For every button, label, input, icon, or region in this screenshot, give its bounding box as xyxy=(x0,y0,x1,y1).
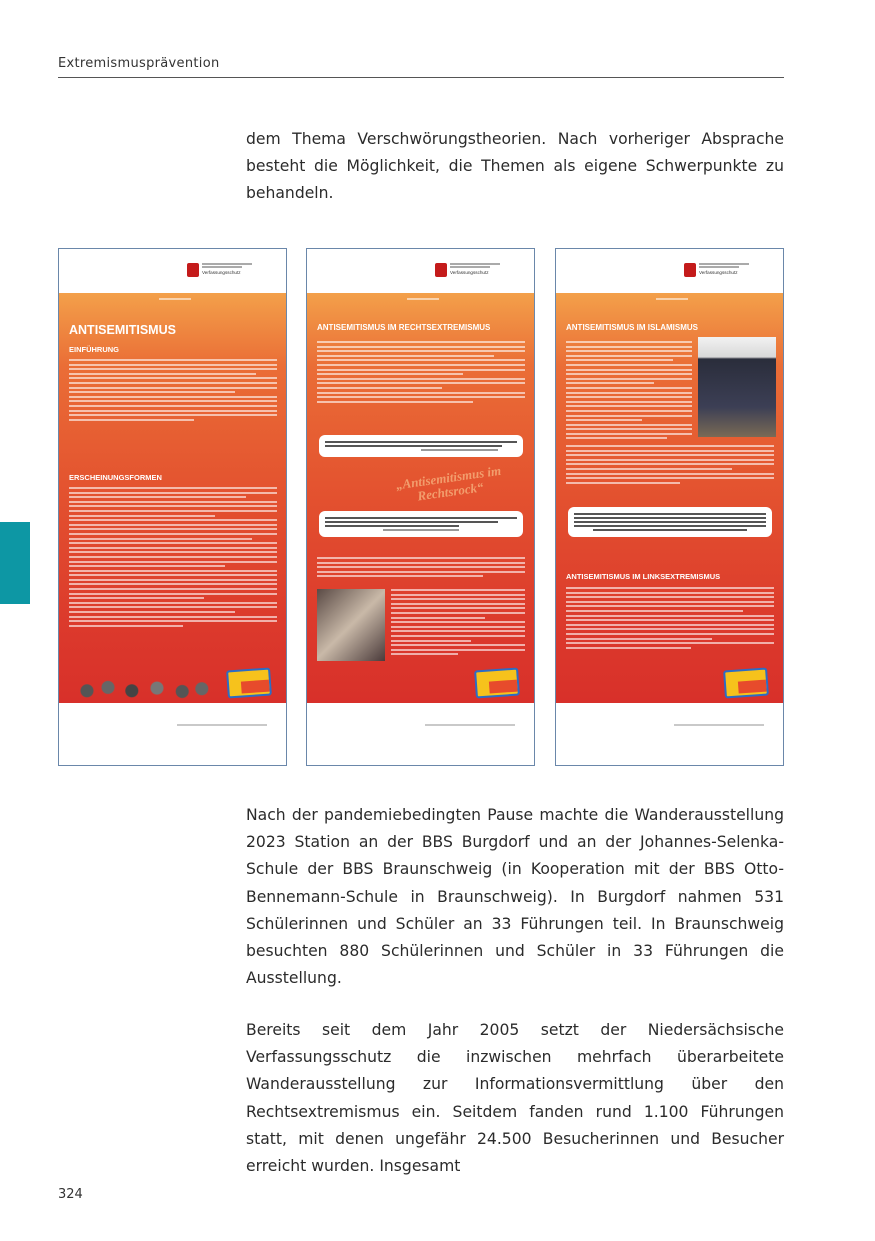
lower-saxony-crest-icon xyxy=(435,263,447,277)
poster-subtitle: ERSCHEINUNGSFORMEN xyxy=(69,473,162,482)
poster-footer xyxy=(556,703,783,766)
poster-antisemitismus-islamismus xyxy=(555,248,784,766)
running-header: Extremismusprävention xyxy=(58,56,784,78)
poster-subtitle: ANTISEMITISMUS IM LINKSEXTREMISMUS xyxy=(566,572,721,581)
poster-body-text xyxy=(391,589,525,658)
poster-body-text xyxy=(566,445,774,486)
poster-title: ANTISEMITISMUS IM ISLAMISMUS xyxy=(566,323,698,332)
exhibition-posters-figure xyxy=(58,248,784,766)
lower-saxony-crest-icon xyxy=(187,263,199,277)
poster-body-text xyxy=(317,341,525,405)
poster-subtitle: EINFÜHRUNG xyxy=(69,345,119,354)
chapter-tab-marker xyxy=(0,522,30,604)
poster-body-text xyxy=(566,341,692,442)
poster-title: ANTISEMITISMUS IM RECHTSEXTREMISMUS xyxy=(317,323,491,332)
poster-header xyxy=(307,249,534,295)
rechtsrock-stamp: „Antisemitismus im Rechtsrock“ xyxy=(395,462,502,504)
poster-antisemitismus-rechtsextremismus xyxy=(306,248,535,766)
poster-agency-label: Verfassungsschutz xyxy=(450,270,489,275)
poster-footer xyxy=(59,703,286,766)
body-paragraph-3: Bereits seit dem Jahr 2005 setzt der Niedersächsische Verfassungsschutz die inzwischen mehrfach überarbeitete Wanderausstellung zur Informationsvermittlung über den Rechtsextremismus ein. Seitdem fanden rund 1.100 Führungen statt, mit denen ungefähr 24.500 Besucherinnen und Besucher erreicht wurden. Insgesamt xyxy=(246,1021,784,1176)
exhibition-logo-sticker xyxy=(474,667,520,698)
poster-header xyxy=(59,249,286,295)
exhibition-logo-sticker xyxy=(226,667,272,698)
poster-body-text xyxy=(69,359,277,423)
poster-body-text xyxy=(69,487,277,629)
poster-antisemitismus xyxy=(58,248,287,766)
poster-body-text xyxy=(566,587,774,651)
page-number: 324 xyxy=(58,1187,83,1202)
poster-title: ANTISEMITISMUS xyxy=(69,323,176,337)
poster-footer xyxy=(307,703,534,766)
demonstration-photo xyxy=(317,589,385,661)
body-paragraph-1: dem Thema Verschwörungstheorien. Nach vorheriger Absprache besteht die Möglichkeit, die Themen als eigene Schwerpunkte zu behandeln. xyxy=(246,130,784,203)
poster-quote-box xyxy=(319,435,523,457)
poster-agency-label: Verfassungsschutz xyxy=(202,270,241,275)
magazine-cover-image xyxy=(698,337,776,437)
poster-quote-box xyxy=(319,511,523,537)
poster-body-text xyxy=(317,557,525,580)
poster-agency-label: Verfassungsschutz xyxy=(699,270,738,275)
poster-quote-box xyxy=(568,507,772,537)
poster-header xyxy=(556,249,783,295)
exhibition-logo-sticker xyxy=(723,667,769,698)
protest-crowd-image xyxy=(73,667,213,701)
lower-saxony-crest-icon xyxy=(684,263,696,277)
body-paragraph-2: Nach der pandemiebedingten Pause machte die Wanderausstellung 2023 Station an der BBS Burgdorf und an der Johannes-Selenka-Schule der BBS Braunschweig (in Kooperation mit der BBS Otto-Bennemann-Schule in Braunschweig). In Burgdorf nahmen 531 Schülerinnen und Schüler an 33 Führungen teil. In Braunschweig besuchten 880 Schülerinnen und Schüler in 33 Führungen die Ausstellung. xyxy=(246,806,784,988)
